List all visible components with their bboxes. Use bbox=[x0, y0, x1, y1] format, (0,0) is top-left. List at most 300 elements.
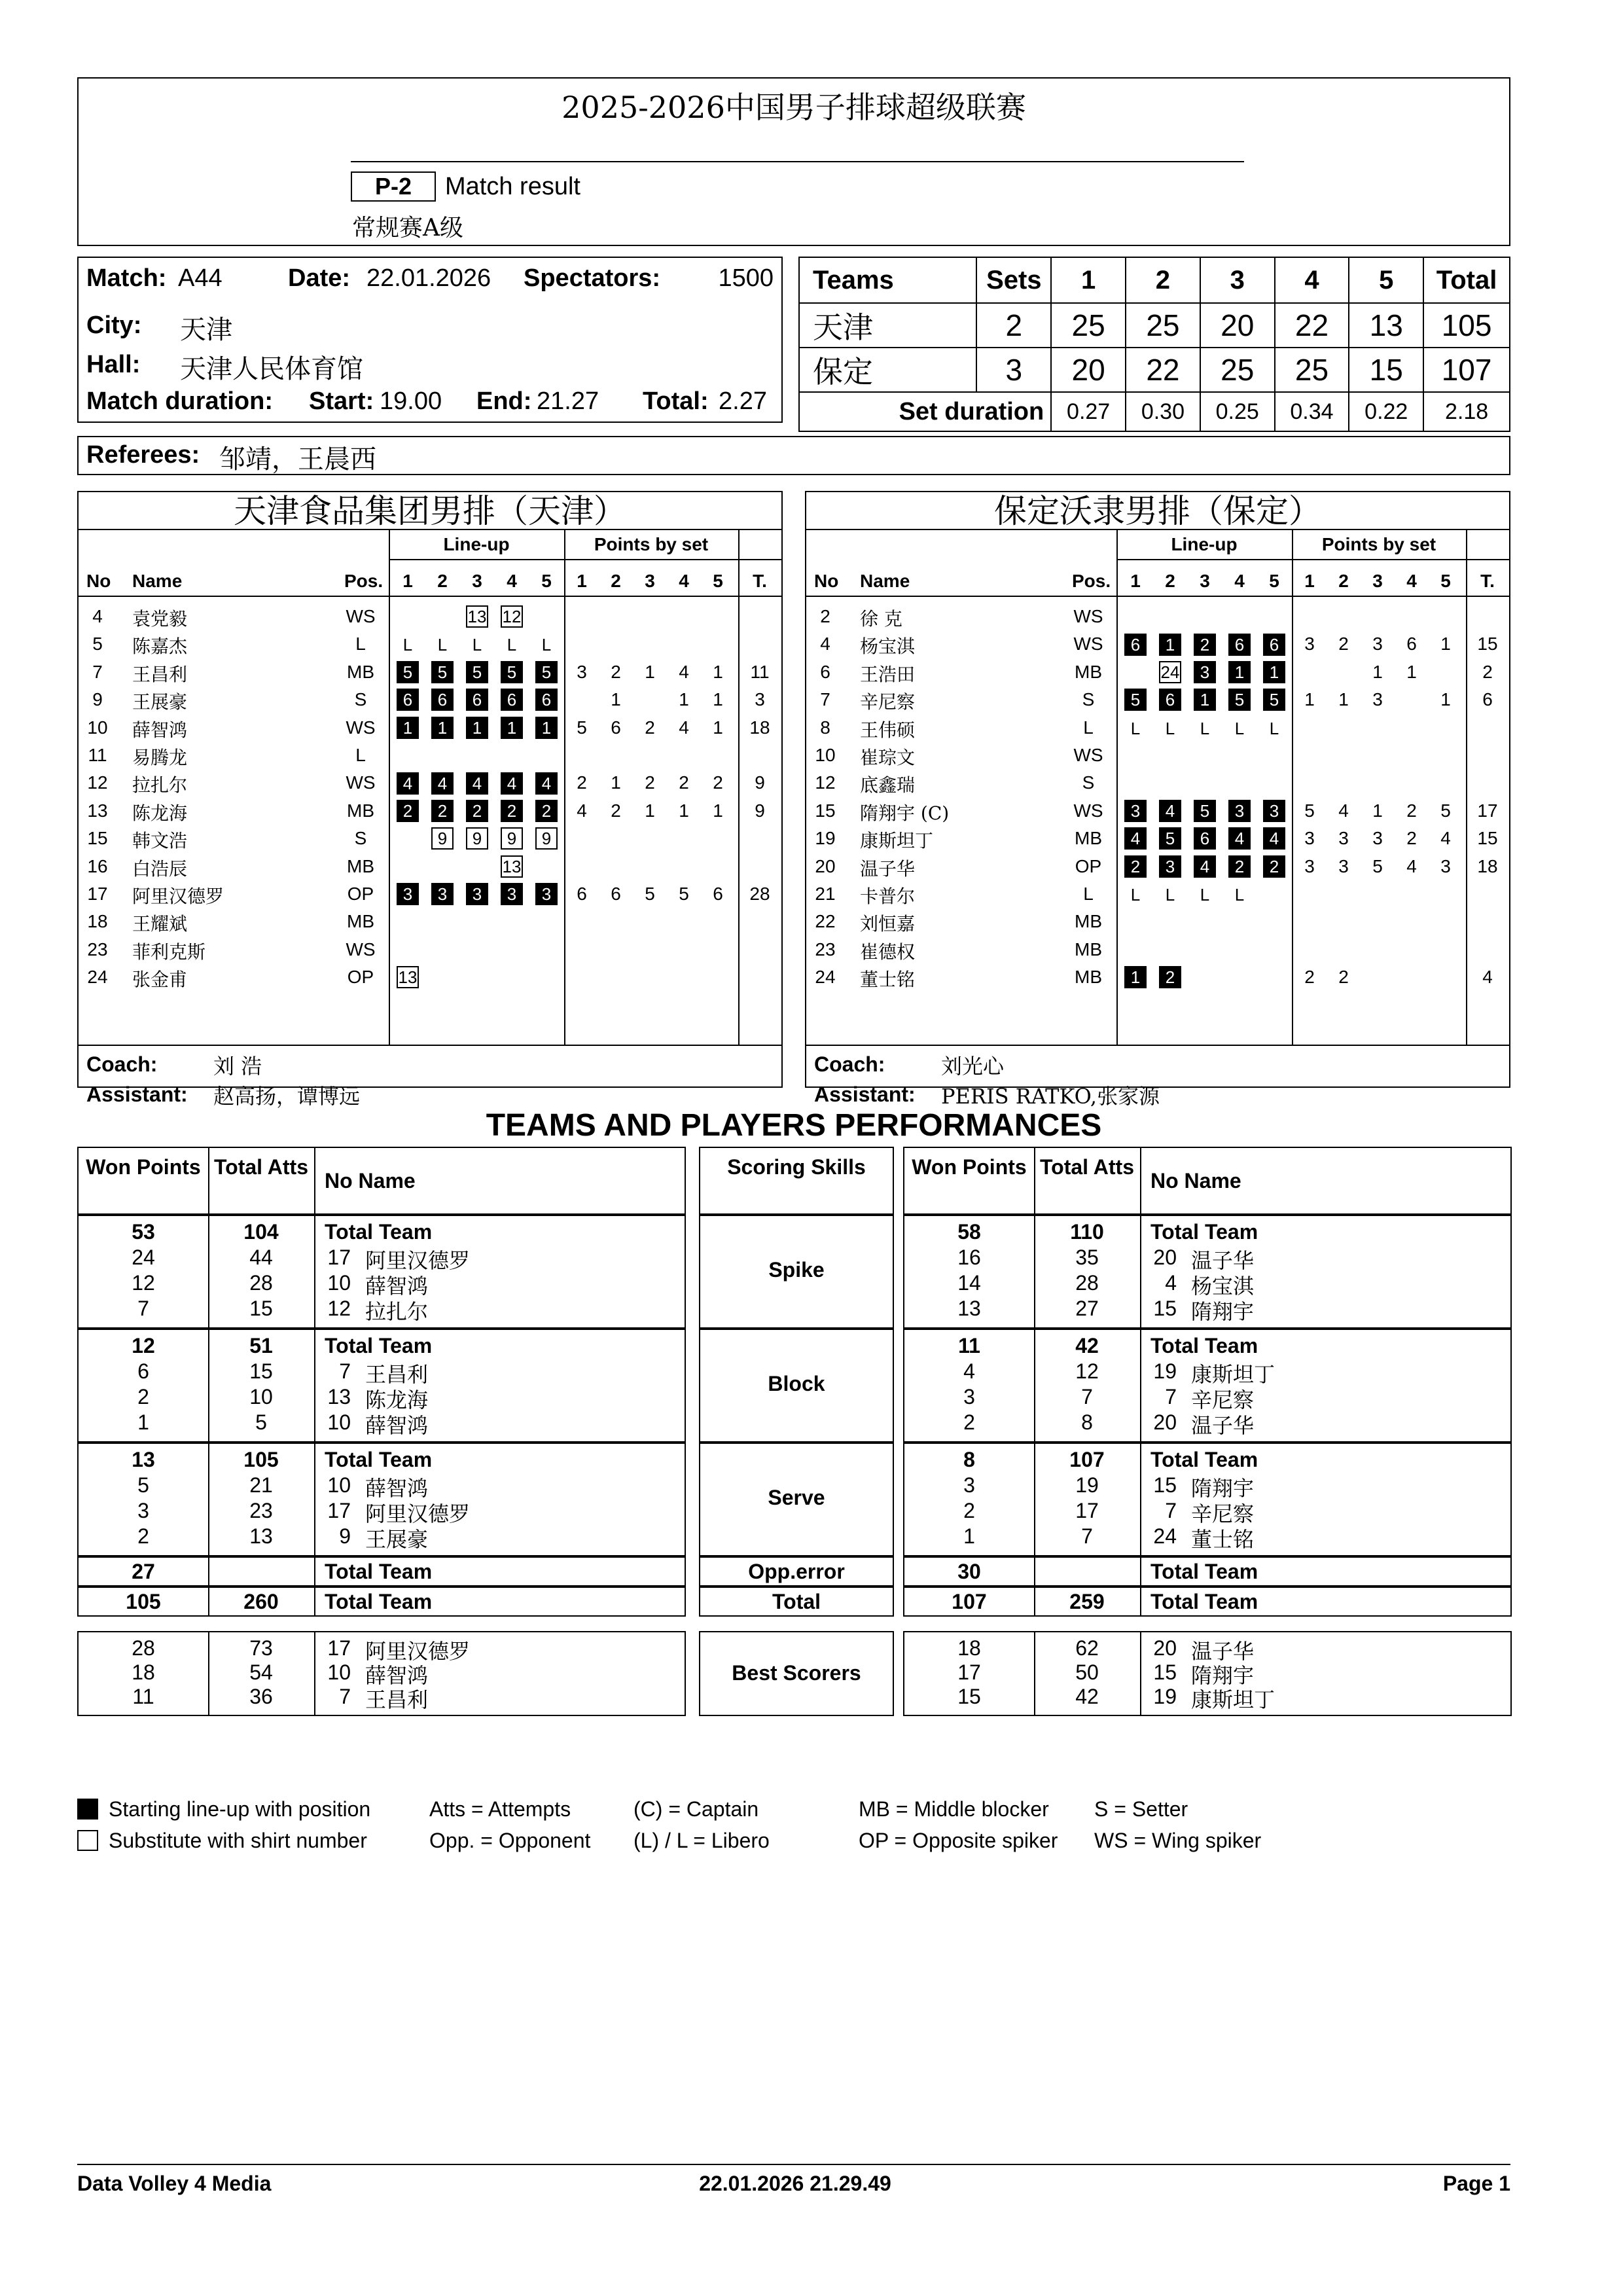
player-position: L bbox=[1083, 884, 1094, 904]
player-number: 7 bbox=[92, 661, 103, 682]
perf-header-a bbox=[77, 1147, 686, 1215]
player-position: MB bbox=[347, 911, 374, 932]
player-name: 温子华 bbox=[1191, 1639, 1255, 1664]
set-points: 6 bbox=[611, 717, 621, 738]
starting-position: 1 bbox=[535, 717, 558, 739]
lineup-cell bbox=[1154, 800, 1186, 823]
player-number: 10 bbox=[327, 1271, 351, 1295]
player-position: MB bbox=[1075, 967, 1102, 988]
total-attempts: 27 bbox=[1075, 1297, 1099, 1320]
player-row bbox=[79, 659, 781, 687]
lineup-header: Line-up bbox=[1171, 534, 1238, 554]
total-attempts: 50 bbox=[1075, 1660, 1099, 1684]
total-attempts: 21 bbox=[249, 1473, 273, 1497]
starting-position: 2 bbox=[535, 800, 558, 822]
lineup-cell bbox=[426, 883, 459, 906]
player-number: 10 bbox=[327, 1473, 351, 1497]
player-name: 康斯坦丁 bbox=[860, 830, 934, 852]
set-points: 3 bbox=[1372, 689, 1383, 710]
player-number: 7 bbox=[339, 1685, 351, 1708]
player-position: L bbox=[1083, 717, 1094, 738]
set-points: 5 bbox=[577, 717, 587, 738]
set-points: 1 bbox=[645, 661, 655, 682]
set-points: 3 bbox=[1304, 828, 1315, 849]
set-points: 1 bbox=[713, 661, 723, 682]
player-name: 陈龙海 bbox=[132, 802, 188, 824]
lineup-cell bbox=[1154, 689, 1186, 712]
player-name: 底鑫瑞 bbox=[860, 774, 916, 797]
player-number: 21 bbox=[815, 884, 836, 904]
player-name: 阿里汉德罗 bbox=[132, 886, 224, 907]
set-points: 1 bbox=[713, 717, 723, 738]
set-points: 1 bbox=[1406, 661, 1417, 682]
set-points: 3 bbox=[577, 661, 587, 682]
lineup-cell bbox=[1119, 689, 1152, 712]
player-name: 隋翔宇 (C) bbox=[860, 802, 950, 824]
lineup-cell bbox=[495, 827, 528, 851]
lineup-cell bbox=[1258, 717, 1291, 740]
set-points: 2 bbox=[611, 800, 621, 821]
lineup-cell bbox=[461, 689, 493, 712]
substitute-number: 24 bbox=[1159, 661, 1181, 683]
points-set-header: 1 bbox=[1304, 571, 1315, 591]
score-cell: 25 bbox=[1200, 348, 1275, 392]
lineup-cell bbox=[1223, 633, 1256, 656]
player-name: 王昌利 bbox=[365, 1362, 429, 1387]
skill-block-a bbox=[77, 1329, 686, 1443]
lineup-cell bbox=[1154, 827, 1186, 851]
score-cell: 105 bbox=[1423, 303, 1510, 348]
starting-position: 6 bbox=[1228, 634, 1251, 656]
starting-position: 6 bbox=[1124, 634, 1147, 656]
total-attempts: 107 bbox=[1069, 1448, 1105, 1471]
legend-ws: WS = Wing spiker bbox=[1094, 1829, 1262, 1852]
lineup-cell bbox=[1223, 800, 1256, 823]
total-attempts: 104 bbox=[243, 1220, 279, 1244]
lineup-cell bbox=[426, 827, 459, 851]
player-name: 王昌利 bbox=[132, 663, 188, 685]
date-label: Date: bbox=[288, 264, 351, 292]
player-number: 9 bbox=[339, 1524, 351, 1548]
lineup-cell bbox=[426, 772, 459, 795]
score-header: Teams bbox=[799, 257, 976, 303]
won-points: 18 bbox=[132, 1660, 155, 1684]
player-row bbox=[806, 631, 1509, 658]
best-scorers-label: Best Scorers bbox=[732, 1661, 861, 1685]
won-points: 8 bbox=[963, 1448, 975, 1471]
player-name: 董士铭 bbox=[860, 969, 916, 991]
set-points: 4 bbox=[1406, 855, 1417, 876]
set-points: 3 bbox=[1304, 634, 1315, 655]
player-row bbox=[79, 742, 781, 770]
player-row bbox=[79, 881, 781, 908]
lineup-cell bbox=[530, 800, 563, 823]
referees-label: Referees: bbox=[86, 441, 200, 469]
set-points: 1 bbox=[1304, 689, 1315, 710]
set-points: 2 bbox=[577, 772, 587, 793]
lineup-cell bbox=[1154, 633, 1186, 656]
assistant-label: Assistant: bbox=[814, 1083, 916, 1106]
starting-position: 3 bbox=[501, 883, 523, 905]
scoring-skills-label: Scoring Skills bbox=[727, 1155, 866, 1179]
won-points: 53 bbox=[132, 1220, 155, 1244]
lineup-cell bbox=[1119, 633, 1152, 656]
won-points: 58 bbox=[957, 1220, 981, 1244]
lineup-cell bbox=[1154, 717, 1186, 740]
starting-position: 3 bbox=[535, 883, 558, 905]
player-number: 4 bbox=[92, 606, 103, 626]
team-b-name: 保定沃隶男排（保定） bbox=[806, 492, 1509, 530]
set-duration: 0.25 bbox=[1200, 392, 1275, 431]
player-name: 刘恒嘉 bbox=[860, 913, 916, 935]
skill-block-a bbox=[77, 1215, 686, 1329]
player-row bbox=[806, 742, 1509, 770]
referees-names: 邹靖，王晨西 bbox=[219, 444, 376, 475]
won-points: 2 bbox=[137, 1524, 149, 1548]
set-points: 3 bbox=[1372, 634, 1383, 655]
set-points: 6 bbox=[611, 884, 621, 904]
footer-rule bbox=[77, 2164, 1510, 2165]
total-attempts: 5 bbox=[255, 1410, 267, 1434]
set-points: 2 bbox=[645, 717, 655, 738]
lineup-cell bbox=[426, 717, 459, 740]
player-name: 康斯坦丁 bbox=[1191, 1362, 1275, 1387]
score-team-name: 天津 bbox=[799, 303, 976, 348]
set-duration: 0.22 bbox=[1349, 392, 1423, 431]
score-table bbox=[798, 257, 1510, 432]
player-total: 17 bbox=[1477, 800, 1498, 821]
player-name: 陈嘉杰 bbox=[132, 636, 188, 658]
total-attempts: 42 bbox=[1075, 1334, 1099, 1357]
assistant-name: 赵高扬，谭博远 bbox=[213, 1084, 361, 1109]
team-total-label: Total Team bbox=[1150, 1220, 1258, 1244]
won-points: 7 bbox=[137, 1297, 149, 1320]
player-number: 17 bbox=[327, 1246, 351, 1269]
team-total-label: Total Team bbox=[1150, 1448, 1258, 1471]
report-code: P-2 bbox=[351, 171, 436, 202]
won-points: 6 bbox=[137, 1359, 149, 1383]
lineup-cell bbox=[426, 661, 459, 685]
starting-position: 2 bbox=[1124, 855, 1147, 878]
player-position: L bbox=[355, 634, 366, 655]
skill-name: Block bbox=[768, 1372, 825, 1395]
lineup-cell bbox=[1119, 883, 1152, 906]
player-row bbox=[79, 853, 781, 881]
total-atts-header: Total Atts bbox=[214, 1155, 308, 1179]
total-attempts: 8 bbox=[1081, 1410, 1093, 1434]
starting-swatch bbox=[77, 1799, 98, 1820]
starting-position: 6 bbox=[431, 689, 454, 711]
starting-position: 2 bbox=[397, 800, 419, 822]
points-set-header: 4 bbox=[1406, 571, 1417, 591]
player-row bbox=[79, 770, 781, 797]
set-points: 1 bbox=[1338, 689, 1349, 710]
player-name: 阿里汉德罗 bbox=[365, 1501, 471, 1526]
legend-opp: Opp. = Opponent bbox=[429, 1829, 591, 1852]
player-total: 9 bbox=[755, 772, 765, 793]
starting-position: 1 bbox=[397, 717, 419, 739]
total-row-a bbox=[77, 1587, 686, 1617]
won-points: 2 bbox=[963, 1410, 975, 1434]
player-number: 23 bbox=[87, 939, 108, 960]
player-number: 5 bbox=[92, 634, 103, 655]
player-row bbox=[806, 908, 1509, 936]
set-duration: 2.18 bbox=[1423, 392, 1510, 431]
substitute-number: 9 bbox=[466, 827, 488, 850]
lineup-cell bbox=[495, 800, 528, 823]
points-by-set-header: Points by set bbox=[594, 534, 709, 554]
player-position: MB bbox=[1075, 911, 1102, 932]
libero-mark: L bbox=[507, 635, 517, 655]
player-position: WS bbox=[1073, 745, 1103, 765]
lineup-cell bbox=[1188, 633, 1221, 656]
lineup-cell bbox=[1119, 717, 1152, 740]
set-points: 5 bbox=[1372, 855, 1383, 876]
player-position: S bbox=[1082, 689, 1095, 710]
set-points: 4 bbox=[1338, 800, 1349, 821]
libero-mark: L bbox=[1165, 885, 1175, 905]
points-set-header: 3 bbox=[645, 571, 655, 591]
player-number: 20 bbox=[815, 855, 836, 876]
lineup-cell bbox=[426, 689, 459, 712]
player-name: 王昌利 bbox=[365, 1687, 429, 1712]
points-set-header: 3 bbox=[1372, 571, 1383, 591]
player-number: 7 bbox=[1165, 1499, 1177, 1522]
score-cell: 2 bbox=[976, 303, 1051, 348]
total-attempts: 19 bbox=[1075, 1473, 1099, 1497]
skill-cell bbox=[699, 1329, 894, 1443]
player-name: 辛尼察 bbox=[1191, 1501, 1255, 1526]
total-attempts: 51 bbox=[249, 1334, 273, 1357]
substitute-number: 9 bbox=[535, 827, 558, 850]
lineup-cell bbox=[391, 800, 424, 823]
starting-position: 1 bbox=[1124, 966, 1147, 988]
lineup-cell bbox=[495, 633, 528, 656]
lineup-cell bbox=[391, 717, 424, 740]
performances-title: TEAMS AND PLAYERS PERFORMANCES bbox=[486, 1108, 1102, 1143]
lineup-cell bbox=[461, 717, 493, 740]
player-row bbox=[806, 853, 1509, 881]
player-number: 10 bbox=[327, 1660, 351, 1684]
header-divider bbox=[79, 596, 781, 597]
set-points: 2 bbox=[1406, 800, 1417, 821]
player-name: 王伟硕 bbox=[860, 719, 916, 741]
starting-position: 5 bbox=[501, 661, 523, 683]
lineup-cell bbox=[1188, 717, 1221, 740]
starting-position: 1 bbox=[1194, 689, 1216, 711]
skill-block-a bbox=[77, 1443, 686, 1556]
set-points: 3 bbox=[1440, 855, 1451, 876]
starting-position: 3 bbox=[1124, 800, 1147, 822]
substitute-number: 13 bbox=[466, 605, 488, 628]
legend-atts: Atts = Attempts bbox=[429, 1797, 571, 1821]
player-name: 王浩田 bbox=[860, 663, 916, 685]
total-attempts: 73 bbox=[249, 1636, 273, 1660]
team-total-label: Total Team bbox=[325, 1560, 433, 1583]
hall-value: 天津人民体育馆 bbox=[180, 354, 363, 384]
starting-position: 2 bbox=[466, 800, 488, 822]
starting-position: 3 bbox=[431, 883, 454, 905]
player-name: 辛尼察 bbox=[860, 691, 916, 713]
player-number: 16 bbox=[87, 855, 108, 876]
title-rule bbox=[351, 161, 1244, 162]
team-total-label: Total Team bbox=[1150, 1334, 1258, 1357]
starting-position: 1 bbox=[501, 717, 523, 739]
lineup-cell bbox=[530, 827, 563, 851]
player-position: WS bbox=[346, 606, 376, 626]
team-total-label: Total Team bbox=[325, 1220, 433, 1244]
set-points: 4 bbox=[1440, 828, 1451, 849]
set-points: 1 bbox=[679, 689, 689, 710]
match-date: 22.01.2026 bbox=[366, 264, 491, 292]
starting-position: 4 bbox=[1194, 855, 1216, 878]
starting-position: 6 bbox=[535, 689, 558, 711]
score-header: Sets bbox=[976, 257, 1051, 303]
set-points: 5 bbox=[679, 884, 689, 904]
team-total-label: Total Team bbox=[1150, 1560, 1258, 1583]
won-points: 5 bbox=[137, 1473, 149, 1497]
player-name: 拉扎尔 bbox=[365, 1299, 429, 1324]
lineup-cell bbox=[391, 772, 424, 795]
column-divider bbox=[1140, 1588, 1141, 1615]
lineup-cell bbox=[1154, 855, 1186, 879]
lineup-cell bbox=[461, 883, 493, 906]
player-name: 温子华 bbox=[1191, 1413, 1255, 1438]
lineup-cell bbox=[530, 883, 563, 906]
starting-position: 1 bbox=[1263, 661, 1285, 683]
player-number: 15 bbox=[1153, 1297, 1177, 1320]
lineup-cell bbox=[1188, 689, 1221, 712]
player-row bbox=[79, 687, 781, 714]
starting-position: 3 bbox=[1159, 855, 1181, 878]
player-position: WS bbox=[346, 939, 376, 960]
player-row bbox=[806, 770, 1509, 797]
player-number: 15 bbox=[1153, 1660, 1177, 1684]
total-row-b bbox=[903, 1587, 1512, 1617]
won-points: 107 bbox=[952, 1590, 987, 1613]
score-cell: 25 bbox=[1126, 303, 1200, 348]
total-attempts: 15 bbox=[249, 1359, 273, 1383]
set-points: 3 bbox=[1372, 828, 1383, 849]
player-row bbox=[806, 881, 1509, 908]
total-attempts: 7 bbox=[1081, 1524, 1093, 1548]
set-points: 6 bbox=[1406, 634, 1417, 655]
libero-mark: L bbox=[1200, 885, 1210, 905]
total-row-skill bbox=[699, 1587, 894, 1617]
starting-position: 5 bbox=[1263, 689, 1285, 711]
skill-cell bbox=[699, 1443, 894, 1556]
starting-position: 3 bbox=[1228, 800, 1251, 822]
lineup-cell bbox=[1258, 855, 1291, 879]
column-divider bbox=[1140, 1148, 1141, 1213]
player-number: 12 bbox=[327, 1297, 351, 1320]
lineup-set-header: 2 bbox=[1165, 571, 1175, 591]
player-number: 4 bbox=[820, 634, 830, 655]
starting-position: 6 bbox=[466, 689, 488, 711]
set-points: 1 bbox=[713, 689, 723, 710]
starting-position: 2 bbox=[1263, 855, 1285, 878]
city-value: 天津 bbox=[180, 315, 232, 345]
total-attempts: 13 bbox=[249, 1524, 273, 1548]
points-set-header: 2 bbox=[611, 571, 621, 591]
lineup-cell bbox=[1223, 689, 1256, 712]
player-number: 20 bbox=[1153, 1636, 1177, 1660]
score-header: 3 bbox=[1200, 257, 1275, 303]
player-number: 7 bbox=[1165, 1385, 1177, 1408]
score-cell: 20 bbox=[1200, 303, 1275, 348]
total-attempts: 62 bbox=[1075, 1636, 1099, 1660]
set-points: 1 bbox=[713, 800, 723, 821]
legend-libero: (L) / L = Libero bbox=[633, 1829, 770, 1852]
won-points: 11 bbox=[132, 1685, 154, 1708]
skill-cell bbox=[699, 1215, 894, 1329]
player-position: S bbox=[354, 828, 367, 849]
substitute-number: 13 bbox=[397, 966, 419, 988]
player-name: 徐 克 bbox=[860, 608, 902, 630]
team-total-label: Total Team bbox=[325, 1334, 433, 1357]
team-a-name: 天津食品集团男排（天津） bbox=[79, 492, 781, 530]
won-points: 2 bbox=[963, 1499, 975, 1522]
player-name: 卡普尔 bbox=[860, 886, 916, 907]
player-name: 王展豪 bbox=[365, 1527, 429, 1552]
legend-mb: MB = Middle blocker bbox=[859, 1797, 1049, 1821]
player-total: 18 bbox=[1477, 855, 1498, 876]
player-name: 阿里汉德罗 bbox=[365, 1639, 471, 1664]
lineup-cell bbox=[461, 800, 493, 823]
won-points: 1 bbox=[137, 1410, 149, 1434]
set-points: 1 bbox=[1440, 689, 1451, 710]
lineup-set-header: 2 bbox=[437, 571, 448, 591]
set-points: 4 bbox=[679, 661, 689, 682]
total-attempts: 44 bbox=[249, 1246, 273, 1269]
player-number: 13 bbox=[87, 800, 108, 821]
won-points-header: Won Points bbox=[912, 1155, 1027, 1179]
lineup-cell bbox=[1188, 855, 1221, 879]
lineup-cell bbox=[461, 827, 493, 851]
legend-starting: Starting line-up with position bbox=[109, 1797, 371, 1821]
starting-position: 1 bbox=[466, 717, 488, 739]
player-name: 白浩辰 bbox=[132, 857, 188, 880]
team-a-roster bbox=[77, 491, 783, 1109]
won-points: 18 bbox=[957, 1636, 981, 1660]
player-position: OP bbox=[347, 967, 374, 988]
duration-label: Match duration: bbox=[86, 387, 273, 415]
starting-position: 1 bbox=[1159, 634, 1181, 656]
player-position: OP bbox=[1075, 855, 1102, 876]
set-points: 2 bbox=[1338, 967, 1349, 988]
libero-mark: L bbox=[1234, 885, 1245, 905]
player-position: WS bbox=[346, 717, 376, 738]
lineup-set-header: 4 bbox=[507, 571, 517, 591]
set-duration-label: Set duration bbox=[799, 392, 1051, 431]
score-cell: 20 bbox=[1051, 348, 1126, 392]
player-number: 23 bbox=[815, 939, 836, 960]
legend-captain: (C) = Captain bbox=[633, 1797, 759, 1821]
total-header: T. bbox=[1480, 571, 1495, 591]
legend-s: S = Setter bbox=[1094, 1797, 1188, 1821]
lineup-cell bbox=[1223, 661, 1256, 685]
player-number: 8 bbox=[820, 717, 830, 738]
lineup-cell bbox=[461, 633, 493, 656]
player-number: 20 bbox=[1153, 1246, 1177, 1269]
starting-position: 3 bbox=[1194, 661, 1216, 683]
player-number: 15 bbox=[1153, 1473, 1177, 1497]
set-points: 2 bbox=[1304, 967, 1315, 988]
total-attempts: 28 bbox=[1075, 1271, 1099, 1295]
player-name: 薛智鸿 bbox=[365, 1663, 429, 1688]
won-points: 16 bbox=[957, 1246, 981, 1269]
skill-block-b bbox=[903, 1329, 1512, 1443]
